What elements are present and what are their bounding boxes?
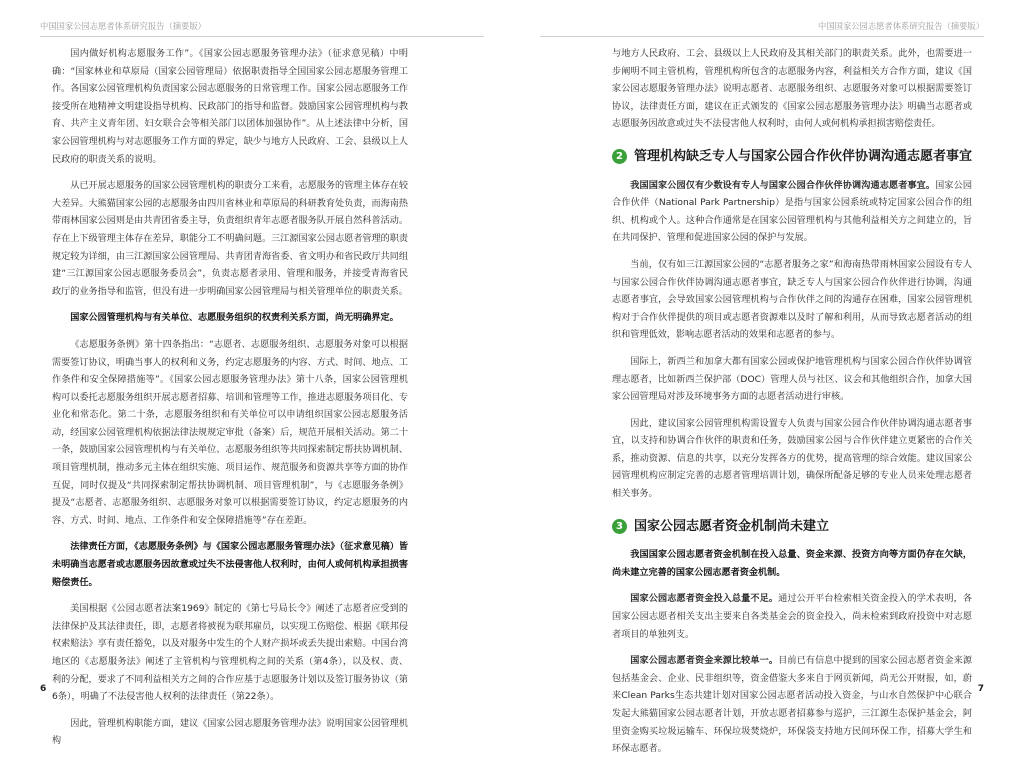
bold-paragraph: 国家公园管理机构与有关单位、志愿服务组织的权责利关系方面，尚无明确界定。 [70, 313, 399, 324]
section-number-badge: 2 [612, 149, 627, 164]
header-divider [540, 36, 984, 37]
section-heading-2 [612, 148, 972, 166]
bold-paragraph: 法律责任方面，《志愿服务条例》与《国家公园志愿服务管理办法》（征求意见稿）皆未明确当志愿者或志愿服务因故意或过失不法侵害他人权利时，由何人或何机构承担损害赔偿责任。 [52, 542, 408, 588]
paragraph-text: 目前已有信息中提到的国家公园志愿者资金来源包括基金会、企业、民非组织等，资金借鉴大多来自于网页新闻，尚无公开财报，如，蔚来Clean Parks生态共建计划对国家公园志愿者活动投入资金，与山水自然保护中心联合发起大熊猫国家公园志愿者计划，开放志愿者招募参与巡护，三江源生态保护基金会，阿里资金购买垃圾运输车、环保垃圾焚烧炉，环保袋支持地方民间环保工作，招募大学生和环保志愿者。 [612, 656, 972, 755]
paragraph-lead: 国家公园志愿者资金来源比较单一。 [630, 656, 779, 667]
section-title: 管理机构缺乏专人与国家公园合作伙伴协调沟通志愿者事宜 [634, 148, 973, 164]
paragraph [612, 178, 972, 248]
section-number-badge: 3 [612, 519, 627, 534]
header-divider [40, 36, 484, 37]
page-number: 7 [977, 684, 984, 694]
right-body-column [612, 46, 972, 759]
page-number: 6 [40, 684, 47, 694]
paragraph: 美国根据《公园志愿者法案1969》制定的《第七号局长令》阐述了志愿者应受到的法律保护及其法律责任，即，志愿者将被视为联邦雇员，以实现工伤赔偿、根据《联邦侵权索赔法》享有责任豁免，以及对服务中发生的个人财产损坏或丢失提出索赔。中国台湾地区的《志愿服务法》阐述了主管机构与管理机构之间的关系（第4条），以及权、责、利的分配，要求了不同利益相关方之间的合作应基于志愿服务计划以及签订服务协议（第6条），明确了不法侵害他人权利的法律责任（第22条）。 [52, 604, 408, 703]
paragraph [612, 591, 972, 644]
paragraph: 因此，建议国家公园管理机构需设置专人负责与国家公园合作伙伴协调沟通志愿者事宜，以支持和协调合作伙伴的职责和任务，鼓励国家公园与合作伙伴建立更紧密的合作关系，推动资源、信息的共享，以充分发挥各方的优势，提高管理的综合效能。建议国家公园管理机构应制定完善的志愿者管理培训计划，确保所配备足够的专业人员来处理志愿者相关事务。 [612, 418, 972, 500]
paragraph: 因此，管理机构职能方面，建议《国家公园志愿服务管理办法》说明国家公园管理机构 [52, 718, 408, 747]
left-page [0, 0, 512, 747]
paragraph-lead: 国家公园志愿者资金投入总量不足。 [630, 594, 779, 605]
paragraph: 与地方人民政府、工会、县级以上人民政府及其相关部门的职责关系。此外，也需要进一步阐明不同主管机构，管理机构所包含的志愿服务内容，利益相关方合作方面，建议《国家公园志愿服务管理办法》说明志愿者、志愿服务组织、志愿服务对象可以根据需要签订协议，法律责任方面，建议在正式颁发的《国家公园志愿服务管理办法》明确当志愿者或志愿服务因故意或过失不法侵害他人权利时，由何人或何机构承担损害赔偿责任。 [612, 49, 972, 130]
paragraph: 国内做好机构志愿服务工作”。《国家公园志愿服务管理办法》（征求意见稿）中明确：“国家林业和草原局（国家公园管理局）依据职责指导全国国家公园志愿服务管理工作。各国家公园管理机构负责国家公园志愿服务的日常管理工作。国家公园志愿服务工作接受所在地精神文明建设指导机构、民政部门的指导和监督。鼓励国家公园管理机构与教育、共产主义青年团、妇女联合会等相关部门以团体加强协作”。从上述法律中分析，国家公园管理机构与对志愿服务工作方面的界定，缺少与地方人民政府、工会、县级以上人民政府的职责关系的说明。 [52, 49, 408, 165]
paragraph: 当前，仅有如三江源国家公园的“志愿者服务之家”和海南热带雨林国家公园设有专人与国家公园合作伙伴协调沟通志愿者事宜，缺乏专人与国家公园合作伙伴进行协调，沟通志愿者事宜，会导致国家公园管理机构与合作伙伴之间的沟通存在困难，国家公园管理机构对于合作伙伴提供的项目或志愿者资源难以及时了解和利用，从而导致志愿者活动的组织和管理低效，影响志愿者活动的效果和志愿者的参与。 [612, 259, 972, 341]
paragraph-text: 国家公园合作伙伴（National Park Partnership）是指与国家公园系统或特定国家公园合作的组织、机构或个人。这种合作通常是在国家公园管理机构与其他利益相关方之间建立的，旨在共同保护、管理和促进国家公园的保护与发展。 [612, 180, 973, 244]
running-header: 中国国家公园志愿者体系研究报告（摘要版） [818, 21, 984, 31]
paragraph: 从已开展志愿服务的国家公园管理机构的职责分工来看，志愿服务的管理主体存在较大差异。大熊猫国家公园的志愿服务由四川省林业和草原局的科研教育处负责，而海南热带雨林国家公园则是由共青团省委主导，负责组织青年志愿者服务队开展自然科普活动。存在上下级管理主体存在差异，职能分工不明确问题。三江源国家公园志愿者管理的职责规定较为详细，由三江源国家公园管理局、共青团青海省委、省文明办和省民政厅共同组建“三江源国家公园志愿服务委员会”，负责志愿者录用、管理和服务，并接受青海省民政厅的业务指导和监管，但没有进一步明确国家公园管理局与相关管理单位的职责关系。 [52, 181, 408, 297]
section-heading-3 [612, 518, 972, 536]
running-header: 中国国家公园志愿者体系研究报告（摘要版） [40, 21, 206, 31]
paragraph-text: 通过公开平台检索相关资金投入的学术表明，各国家公园志愿者相关支出主要来自各类基金会的资金投入，尚未检索到政府投资中对志愿者项目的单独列支。 [612, 594, 972, 640]
paragraph [612, 653, 972, 759]
right-page [512, 0, 1024, 755]
left-body-column [52, 46, 408, 751]
paragraph: 国际上，新西兰和加拿大都有国家公园或保护地管理机构与国家公园合作伙伴协调管理志愿者，比如新西兰保护部（DOC）管理人员与社区、议会和其他组织合作，加拿大国家公园管理局对涉及环境事务方面的志愿者活动进行审核。 [612, 356, 972, 403]
bold-paragraph: 我国国家公园志愿者资金机制在投入总量、资金来源、投资方向等方面仍存在欠缺，尚未建立完善的国家公园志愿者资金机制。 [612, 550, 972, 578]
paragraph: 《志愿服务条例》第十四条指出：“志愿者、志愿服务组织、志愿服务对象可以根据需要签订协议，明确当事人的权利和义务，约定志愿服务的内容、方式、时间、地点、工作条件和安全保障措施等”。《国家公园志愿服务管理办法》第十八条，国家公园管理机构可以委托志愿服务组织开展志愿者招募、培训和管理等工作，推进志愿服务项目化、专业化和常态化。第二十条，志愿服务组织和有关单位可以申请组织国家公园志愿服务活动，经国家公园管理机构依据法律法规规定审批（备案）后，规范开展相关活动。第二十一条，鼓励国家公园管理机构与有关单位、志愿服务组织等共同探索制定帮扶协调机制、项目管理机制，推动多元主体在组织实施、项目运作、规范服务和资源共享等方面的协作互促，同时仅提及“共同探索制定帮扶协调机制、项目管理机制”，与《志愿服务条例》提及“志愿者、志愿服务组织、志愿服务对象可以根据需要签订协议，约定志愿服务的内容、方式、时间、地点、工作条件和安全保障措施等”存在差距。 [52, 339, 408, 526]
section-title: 国家公园志愿者资金机制尚未建立 [634, 518, 830, 534]
paragraph-lead: 我国国家公园仅有少数设有专人与国家公园合作伙伴协调沟通志愿者事宜。 [630, 180, 936, 191]
